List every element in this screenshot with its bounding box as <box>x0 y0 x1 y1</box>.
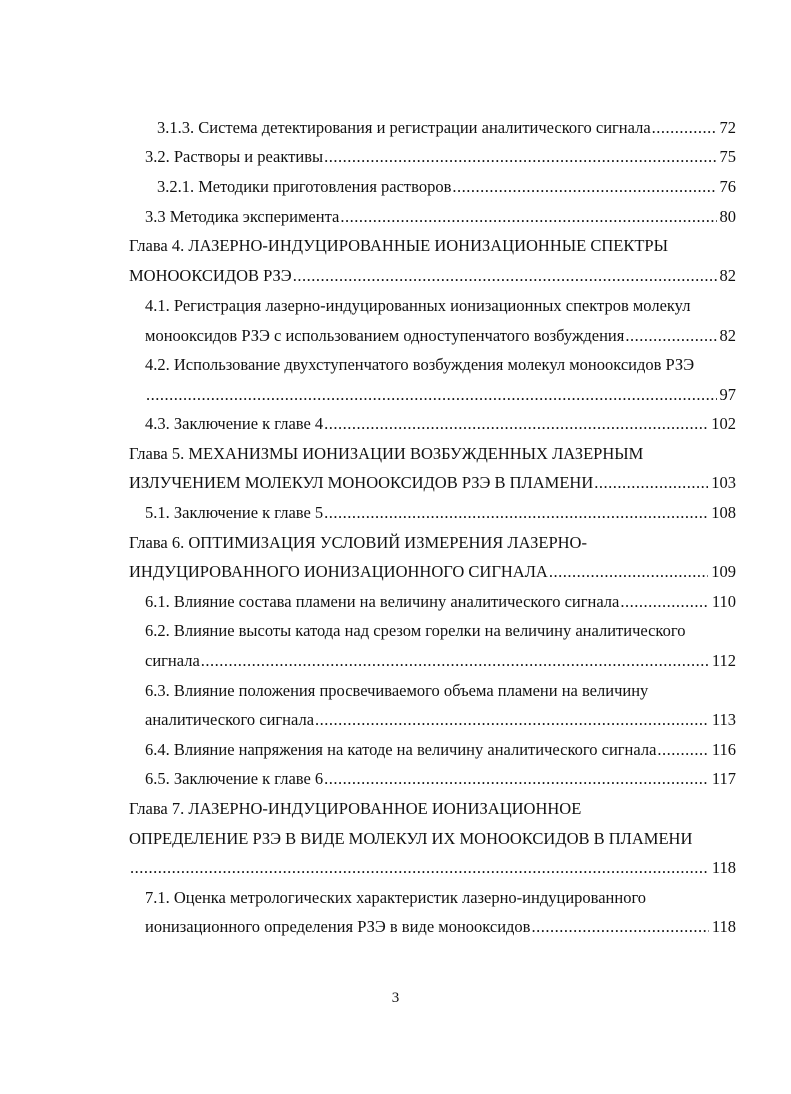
toc-dot-leader <box>625 325 716 347</box>
toc-dot-leader <box>130 857 709 879</box>
toc-entry-title: ионизационного определения РЗЭ в виде монооксидов <box>145 917 531 936</box>
toc-entry-title: 6.5. Заключение к главе 6 <box>145 769 324 788</box>
toc-dot-leader <box>531 916 708 938</box>
toc-page-number: 72 <box>719 118 736 137</box>
toc-entry-7-1 <box>145 916 736 938</box>
toc-entry-4-2 <box>145 384 736 406</box>
toc-entry-title: сигнала <box>145 651 200 670</box>
toc-entry-chapter-5 <box>129 472 736 494</box>
toc-entry-title: 3.1.3. Система детектирования и регистрации аналитического сигнала <box>157 118 651 137</box>
toc-entry-6-3 <box>145 709 736 731</box>
toc-page-number: 117 <box>711 769 736 788</box>
toc-entry-6-4 <box>145 739 736 761</box>
toc-entry-chapter-7-line2: ОПРЕДЕЛЕНИЕ РЗЭ В ВИДЕ МОЛЕКУЛ ИХ МОНООКСИДОВ В ПЛАМЕНИ <box>129 829 693 848</box>
toc-entry-chapter-5-line1: Глава 5. МЕХАНИЗМЫ ИОНИЗАЦИИ ВОЗБУЖДЕННЫХ ЛАЗЕРНЫМ <box>129 444 644 463</box>
toc-dot-leader <box>324 768 709 790</box>
toc-entry-6-2-line1: 6.2. Влияние высоты катода над срезом горелки на величину аналитического <box>145 621 686 640</box>
page-number: 3 <box>391 990 400 1006</box>
toc-page-number: 82 <box>719 266 736 285</box>
toc-dot-leader <box>324 146 716 168</box>
toc-dot-leader <box>324 413 708 435</box>
toc-entry-chapter-7-line1: Глава 7. ЛАЗЕРНО-ИНДУЦИРОВАННОЕ ИОНИЗАЦИОННОЕ <box>129 799 582 818</box>
toc-entry-6-3-line1: 6.3. Влияние положения просвечиваемого объема пламени на величину <box>145 681 649 700</box>
toc-page-number: 103 <box>711 473 736 492</box>
toc-entry-3-3 <box>145 206 736 228</box>
toc-entry-7-1-line1: 7.1. Оценка метрологических характеристик лазерно-индуцированного <box>145 888 647 907</box>
toc-entry-title: МОНООКСИДОВ РЗЭ <box>129 266 292 285</box>
toc-entry-4-1 <box>145 325 736 347</box>
toc-dot-leader <box>146 384 717 406</box>
toc-page-number: 102 <box>711 414 736 433</box>
toc-entry-title: 5.1. Заключение к главе 5 <box>145 503 324 522</box>
toc-page-number: 76 <box>719 177 736 196</box>
toc-entry-title: 4.3. Заключение к главе 4 <box>145 414 324 433</box>
toc-entry-5-1 <box>145 502 736 524</box>
toc-page-number: 75 <box>719 147 736 166</box>
toc-dot-leader <box>201 650 709 672</box>
toc-entry-6-2 <box>145 650 736 672</box>
toc-dot-leader <box>657 739 708 761</box>
toc-entry-title: 6.4. Влияние напряжения на катоде на величину аналитического сигнала <box>145 740 657 759</box>
toc-page-number: 109 <box>711 562 736 581</box>
toc-entry-title: 3.2.1. Методики приготовления растворов <box>157 177 452 196</box>
toc-page-number: 118 <box>711 917 736 936</box>
toc-entry-chapter-4-line1: Глава 4. ЛАЗЕРНО-ИНДУЦИРОВАННЫЕ ИОНИЗАЦИОННЫЕ СПЕКТРЫ <box>129 236 668 255</box>
toc-entry-title: 3.2. Растворы и реактивы <box>145 147 324 166</box>
toc-entry-6-1 <box>145 591 736 613</box>
toc-entry-6-5 <box>145 768 736 790</box>
toc-page-number: 110 <box>711 592 736 611</box>
toc-page-number: 108 <box>711 503 736 522</box>
toc-entry-title: ИЗЛУЧЕНИЕМ МОЛЕКУЛ МОНООКСИДОВ РЗЭ В ПЛАМЕНИ <box>129 473 594 492</box>
toc-entry-title: аналитического сигнала <box>145 710 315 729</box>
toc-page-number: 118 <box>711 858 736 877</box>
toc-dot-leader <box>549 561 708 583</box>
toc-entry-chapter-6-line1: Глава 6. ОПТИМИЗАЦИЯ УСЛОВИЙ ИЗМЕРЕНИЯ ЛАЗЕРНО- <box>129 533 587 552</box>
toc-entry-4-2-line1: 4.2. Использование двухступенчатого возбуждения молекул монооксидов РЗЭ <box>145 355 695 374</box>
toc-entry-chapter-4 <box>129 265 736 287</box>
toc-dot-leader <box>324 502 708 524</box>
toc-dot-leader <box>293 265 717 287</box>
toc-entry-3-1-3 <box>157 117 736 139</box>
toc-page-number: 113 <box>711 710 736 729</box>
toc-entry-chapter-7 <box>129 857 736 879</box>
toc-dot-leader <box>315 709 709 731</box>
toc-page-number: 97 <box>719 385 736 404</box>
toc-entry-title: ИНДУЦИРОВАННОГО ИОНИЗАЦИОННОГО СИГНАЛА <box>129 562 548 581</box>
toc-dot-leader <box>452 176 716 198</box>
toc-entry-chapter-6 <box>129 561 736 583</box>
toc-entry-title: 6.1. Влияние состава пламени на величину аналитического сигнала <box>145 592 620 611</box>
toc-entry-3-2 <box>145 146 736 168</box>
toc-page-number: 112 <box>711 651 736 670</box>
toc-entry-3-2-1 <box>157 176 736 198</box>
toc-dot-leader <box>652 117 717 139</box>
toc-dot-leader <box>594 472 708 494</box>
toc-entry-title: монооксидов РЗЭ с использованием одноступенчатого возбуждения <box>145 326 625 345</box>
toc-entry-4-1-line1: 4.1. Регистрация лазерно-индуцированных ионизационных спектров молекул <box>145 296 691 315</box>
toc-entry-4-3 <box>145 413 736 435</box>
toc-dot-leader <box>620 591 709 613</box>
toc-page-number: 82 <box>719 326 736 345</box>
toc-dot-leader <box>340 206 716 228</box>
toc-page-number: 116 <box>711 740 736 759</box>
toc-page-number: 80 <box>719 207 736 226</box>
toc-entry-title: 3.3 Методика эксперимента <box>145 207 340 226</box>
